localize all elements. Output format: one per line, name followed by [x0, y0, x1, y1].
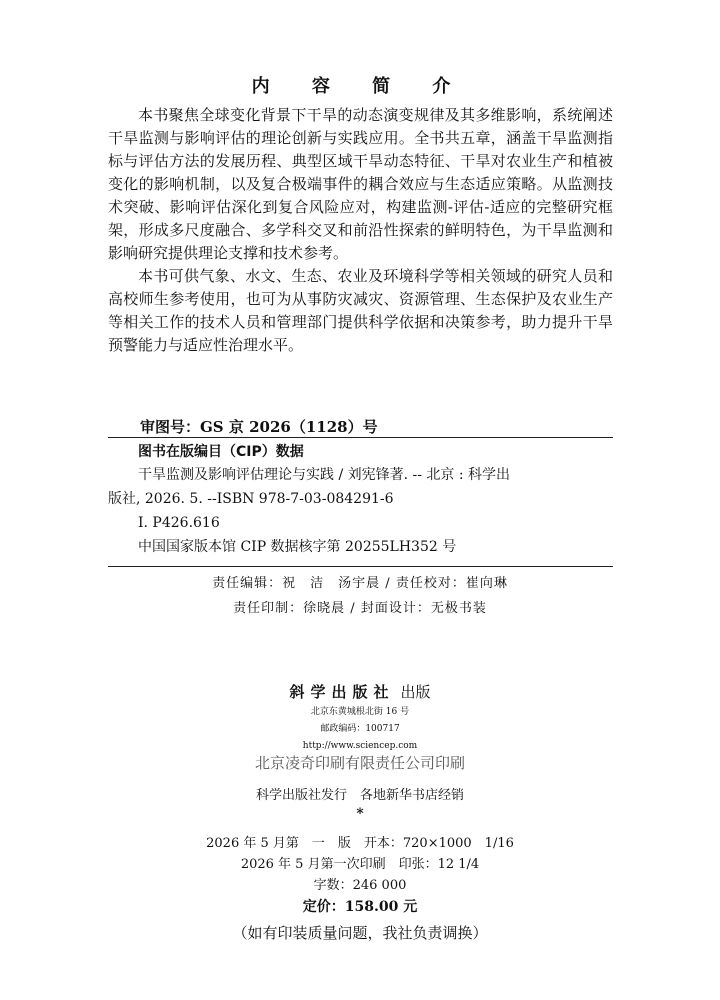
distribution-line: 科学出版社发行 各地新华书店经销 [255, 788, 464, 803]
price-line: 定价：158.00 元 [302, 899, 418, 915]
publisher-line [0, 681, 720, 702]
replacement-note: （如有印装质量问题，我社负责调换） [232, 924, 488, 942]
cip-isbn-line: 版社, 2026. 5. --ISBN 978-7-03-084291-6 [108, 491, 394, 507]
summary-paragraph-1: 本书聚焦全球变化背景下干旱的动态演变规律及其多维影响，系统阐述干旱监测与影响评估的理论创新与实践应用。全书共五章，涵盖干旱监测指标与评估方法的发展历程、典型区域干旱动态特征、干旱对农业生产和植被变化的影响机制，以及复合极端事件的耦合效应与生态适应策略。从监测技术突破、影响评估深化到复合风险应对，构建监测-评估-适应的完整研究框架，形成多尺度融合、多学科交叉和前沿性探索的鲜明特色，为干旱监测和影响研究提供理论支撑和技术参考。 [108, 106, 613, 262]
cip-heading: 图书在版编目（CIP）数据 [138, 444, 304, 460]
publisher-address: 北京东黄城根北街 16 号 [310, 707, 410, 717]
summary-paragraph-2: 本书可供气象、水文、生态、农业及环境科学等相关领域的研究人员和高校师生参考使用，也可为从事防灾减灾、资源管理、生态保护及农业生产等相关工作的技术人员和管理部门提供科学依据和决策参考，助力提升干旱预警能力与适应性治理水平。 [108, 267, 613, 354]
cip-title-line: 干旱监测及影响评估理论与实践 / 刘宪锋著. -- 北京 : 科学出 [138, 467, 511, 483]
credits-line-1: 责任编辑：祝 洁 汤宇晨 / 责任校对：崔向琳 [212, 576, 508, 591]
publisher-website: http://www.sciencep.com [302, 741, 418, 751]
edition-line-2: 2026 年 5 月第一次印刷 印张：12 1/4 [240, 857, 480, 872]
credits-line-2: 责任印制：徐晓晨 / 封面设计：无极书装 [233, 601, 487, 616]
summary-section [108, 104, 613, 357]
divider-bottom [108, 566, 613, 567]
word-count: 字数：246 000 [313, 878, 407, 893]
printer-line: 北京凌奇印刷有限责任公司印刷 [254, 754, 465, 772]
divider-top [108, 437, 613, 438]
cip-record-number: 中国国家版本馆 CIP 数据核字第 20255LH352 号 [138, 539, 457, 555]
map-approval-number: 审图号：GS 京 2026（1128）号 [140, 418, 378, 436]
page-title: 内 容 简 介 [251, 76, 469, 97]
publisher-postcode: 邮政编码：100717 [320, 724, 400, 734]
cip-block [108, 441, 613, 559]
publisher-block [0, 681, 720, 755]
publisher-suffix: 出版 [400, 683, 431, 701]
cip-classification: Ⅰ. P426.616 [138, 515, 220, 531]
separator-star: * [356, 806, 364, 822]
publisher-logo-text: 斜学出版社 [289, 683, 395, 701]
edition-line-1: 2026 年 5 月第 一 版 开本：720×1000 1/16 [206, 836, 514, 851]
